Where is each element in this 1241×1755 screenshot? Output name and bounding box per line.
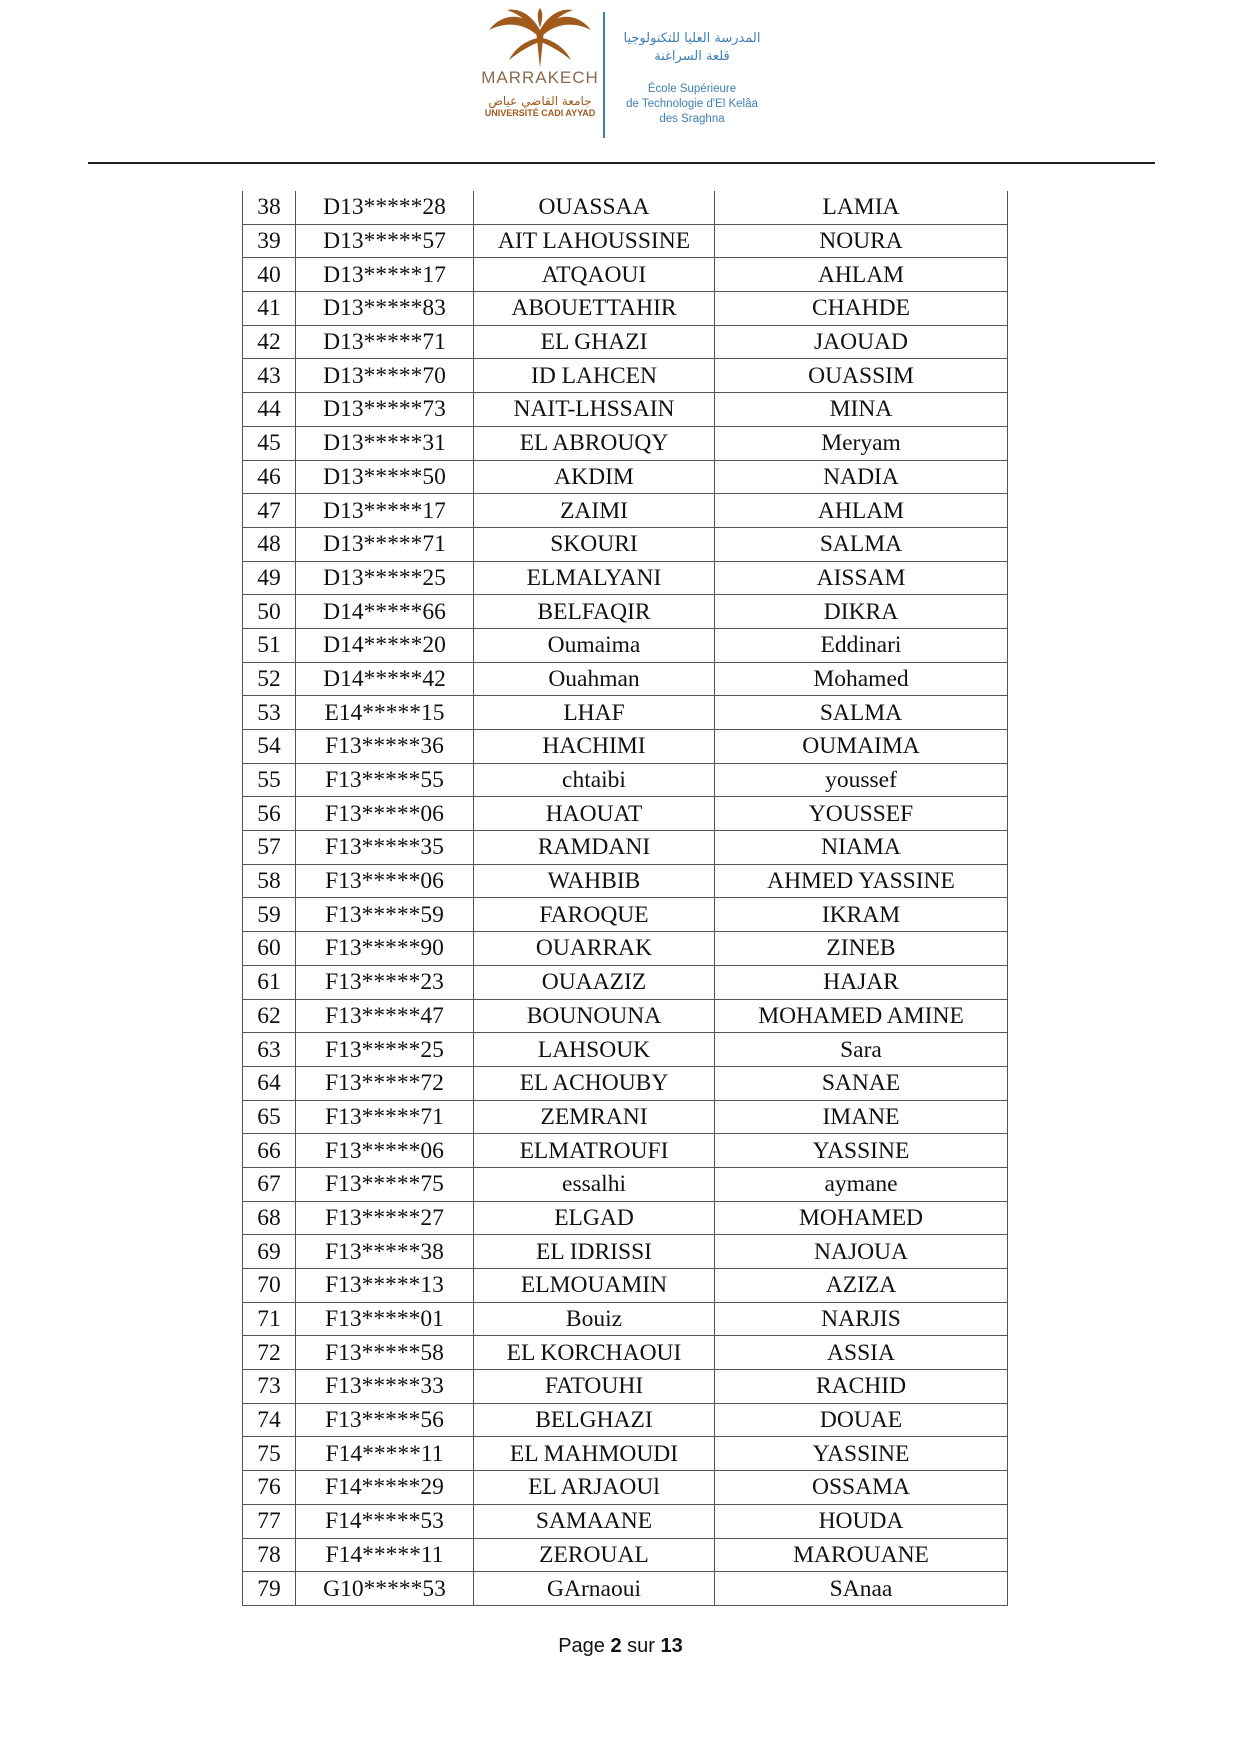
header-rule: [88, 162, 1155, 164]
school-name-fr-line2: de Technologie d'El Kelâa: [626, 98, 758, 110]
last-name-cell: ABOUETTAHIR: [474, 292, 715, 326]
last-name-cell: EL ACHOUBY: [474, 1066, 715, 1100]
student-id-cell: D13*****31: [296, 426, 474, 460]
row-number-cell: 60: [243, 932, 296, 966]
school-name-block: [612, 30, 772, 127]
first-name-cell: OUMAIMA: [715, 730, 1008, 764]
last-name-cell: ELMALYANI: [474, 561, 715, 595]
row-number-cell: 75: [243, 1437, 296, 1471]
last-name-cell: EL ABROUQY: [474, 426, 715, 460]
student-id-cell: F13*****13: [296, 1269, 474, 1303]
student-id-cell: F13*****06: [296, 1134, 474, 1168]
last-name-cell: EL ARJAOUl: [474, 1471, 715, 1505]
student-id-cell: D13*****71: [296, 325, 474, 359]
school-name-ar-line1: المدرسة العليا للتكنولوجيا: [623, 31, 761, 46]
first-name-cell: YASSINE: [715, 1134, 1008, 1168]
student-id-cell: F13*****25: [296, 1033, 474, 1067]
table-row: [243, 292, 1008, 326]
first-name-cell: aymane: [715, 1167, 1008, 1201]
student-id-cell: D13*****50: [296, 460, 474, 494]
last-name-cell: EL GHAZI: [474, 325, 715, 359]
student-list-table: [242, 191, 1008, 1606]
first-name-cell: NAJOUA: [715, 1235, 1008, 1269]
logo-city-text: MARRAKECH: [481, 68, 599, 87]
row-number-cell: 67: [243, 1167, 296, 1201]
row-number-cell: 68: [243, 1201, 296, 1235]
last-name-cell: SAMAANE: [474, 1504, 715, 1538]
student-id-cell: F13*****33: [296, 1370, 474, 1404]
first-name-cell: DOUAE: [715, 1403, 1008, 1437]
table-row: [243, 426, 1008, 460]
last-name-cell: EL MAHMOUDI: [474, 1437, 715, 1471]
table-row: [243, 932, 1008, 966]
table-row: [243, 898, 1008, 932]
row-number-cell: 58: [243, 864, 296, 898]
table-row: [243, 1167, 1008, 1201]
row-number-cell: 66: [243, 1134, 296, 1168]
first-name-cell: SALMA: [715, 527, 1008, 561]
student-id-cell: D13*****17: [296, 494, 474, 528]
last-name-cell: OUASSAA: [474, 191, 715, 224]
student-id-cell: F13*****75: [296, 1167, 474, 1201]
last-name-cell: ELMATROUFI: [474, 1134, 715, 1168]
last-name-cell: GArnaoui: [474, 1572, 715, 1606]
student-id-cell: D13*****70: [296, 359, 474, 393]
table-row: [243, 797, 1008, 831]
last-name-cell: ZEROUAL: [474, 1538, 715, 1572]
row-number-cell: 62: [243, 999, 296, 1033]
table-row: [243, 359, 1008, 393]
last-name-cell: BOUNOUNA: [474, 999, 715, 1033]
table-row: [243, 1269, 1008, 1303]
student-id-cell: F13*****01: [296, 1302, 474, 1336]
first-name-cell: MAROUANE: [715, 1538, 1008, 1572]
first-name-cell: Eddinari: [715, 628, 1008, 662]
of-word: sur: [627, 1635, 655, 1657]
table-row: [243, 864, 1008, 898]
table-row: [243, 1538, 1008, 1572]
student-id-cell: F14*****29: [296, 1471, 474, 1505]
school-name-ar-line2: قلعة السراغنة: [654, 49, 730, 64]
last-name-cell: EL IDRISSI: [474, 1235, 715, 1269]
last-name-cell: Bouiz: [474, 1302, 715, 1336]
first-name-cell: NOURA: [715, 224, 1008, 258]
first-name-cell: MOHAMED: [715, 1201, 1008, 1235]
student-id-cell: G10*****53: [296, 1572, 474, 1606]
row-number-cell: 48: [243, 527, 296, 561]
table-row: [243, 258, 1008, 292]
table-row: [243, 191, 1008, 224]
last-name-cell: HACHIMI: [474, 730, 715, 764]
first-name-cell: Meryam: [715, 426, 1008, 460]
last-name-cell: SKOURI: [474, 527, 715, 561]
row-number-cell: 44: [243, 393, 296, 427]
first-name-cell: SANAE: [715, 1066, 1008, 1100]
row-number-cell: 55: [243, 763, 296, 797]
student-id-cell: F13*****71: [296, 1100, 474, 1134]
table-row: [243, 1471, 1008, 1505]
last-name-cell: LHAF: [474, 696, 715, 730]
student-id-cell: F13*****56: [296, 1403, 474, 1437]
first-name-cell: Sara: [715, 1033, 1008, 1067]
page-footer: [0, 1635, 1241, 1658]
university-logo: [480, 8, 600, 143]
first-name-cell: youssef: [715, 763, 1008, 797]
row-number-cell: 50: [243, 595, 296, 629]
student-id-cell: F13*****27: [296, 1201, 474, 1235]
row-number-cell: 76: [243, 1471, 296, 1505]
last-name-cell: ATQAOUI: [474, 258, 715, 292]
student-id-cell: F13*****06: [296, 864, 474, 898]
table-row: [243, 224, 1008, 258]
first-name-cell: AHMED YASSINE: [715, 864, 1008, 898]
student-id-cell: F13*****23: [296, 965, 474, 999]
first-name-cell: AHLAM: [715, 494, 1008, 528]
school-name-fr-line1: École Supérieure: [647, 83, 737, 95]
row-number-cell: 43: [243, 359, 296, 393]
last-name-cell: BELGHAZI: [474, 1403, 715, 1437]
student-id-cell: F13*****59: [296, 898, 474, 932]
student-id-cell: F13*****90: [296, 932, 474, 966]
row-number-cell: 61: [243, 965, 296, 999]
row-number-cell: 79: [243, 1572, 296, 1606]
table-row: [243, 1403, 1008, 1437]
row-number-cell: 53: [243, 696, 296, 730]
first-name-cell: DIKRA: [715, 595, 1008, 629]
row-number-cell: 38: [243, 191, 296, 224]
last-name-cell: OUARRAK: [474, 932, 715, 966]
row-number-cell: 39: [243, 224, 296, 258]
table-row: [243, 1033, 1008, 1067]
first-name-cell: SAnaa: [715, 1572, 1008, 1606]
last-name-cell: EL KORCHAOUI: [474, 1336, 715, 1370]
row-number-cell: 41: [243, 292, 296, 326]
table-row: [243, 1336, 1008, 1370]
first-name-cell: AZIZA: [715, 1269, 1008, 1303]
first-name-cell: RACHID: [715, 1370, 1008, 1404]
first-name-cell: HAJAR: [715, 965, 1008, 999]
student-id-cell: F13*****72: [296, 1066, 474, 1100]
table-row: [243, 1504, 1008, 1538]
table-row: [243, 561, 1008, 595]
row-number-cell: 64: [243, 1066, 296, 1100]
last-name-cell: FATOUHI: [474, 1370, 715, 1404]
student-id-cell: F14*****53: [296, 1504, 474, 1538]
student-id-cell: D13*****57: [296, 224, 474, 258]
table-row: [243, 393, 1008, 427]
last-name-cell: ID LAHCEN: [474, 359, 715, 393]
table-row: [243, 1302, 1008, 1336]
first-name-cell: NADIA: [715, 460, 1008, 494]
first-name-cell: LAMIA: [715, 191, 1008, 224]
row-number-cell: 59: [243, 898, 296, 932]
first-name-cell: YASSINE: [715, 1437, 1008, 1471]
student-id-cell: F14*****11: [296, 1437, 474, 1471]
table-row: [243, 1572, 1008, 1606]
student-id-cell: D14*****66: [296, 595, 474, 629]
student-id-cell: D13*****25: [296, 561, 474, 595]
student-id-cell: D13*****83: [296, 292, 474, 326]
table-row: [243, 662, 1008, 696]
student-id-cell: F13*****55: [296, 763, 474, 797]
table-row: [243, 460, 1008, 494]
student-id-cell: D13*****71: [296, 527, 474, 561]
first-name-cell: Mohamed: [715, 662, 1008, 696]
row-number-cell: 49: [243, 561, 296, 595]
page-word: Page: [558, 1635, 605, 1657]
table-row: [243, 595, 1008, 629]
school-name-fr-line3: des Sraghna: [659, 113, 725, 125]
table-row: [243, 730, 1008, 764]
last-name-cell: AKDIM: [474, 460, 715, 494]
first-name-cell: NIAMA: [715, 831, 1008, 865]
first-name-cell: AISSAM: [715, 561, 1008, 595]
table-row: [243, 1370, 1008, 1404]
first-name-cell: OUASSIM: [715, 359, 1008, 393]
row-number-cell: 54: [243, 730, 296, 764]
row-number-cell: 52: [243, 662, 296, 696]
table-row: [243, 999, 1008, 1033]
first-name-cell: MOHAMED AMINE: [715, 999, 1008, 1033]
last-name-cell: AIT LAHOUSSINE: [474, 224, 715, 258]
table-row: [243, 696, 1008, 730]
row-number-cell: 72: [243, 1336, 296, 1370]
row-number-cell: 65: [243, 1100, 296, 1134]
first-name-cell: JAOUAD: [715, 325, 1008, 359]
row-number-cell: 71: [243, 1302, 296, 1336]
row-number-cell: 45: [243, 426, 296, 460]
table-row: [243, 1201, 1008, 1235]
page-header: [0, 0, 1241, 170]
student-id-cell: F13*****47: [296, 999, 474, 1033]
student-id-cell: F14*****11: [296, 1538, 474, 1572]
total-pages-number: 13: [660, 1635, 683, 1657]
row-number-cell: 77: [243, 1504, 296, 1538]
table-row: [243, 494, 1008, 528]
first-name-cell: AHLAM: [715, 258, 1008, 292]
first-name-cell: MINA: [715, 393, 1008, 427]
first-name-cell: IKRAM: [715, 898, 1008, 932]
last-name-cell: ZEMRANI: [474, 1100, 715, 1134]
student-id-cell: D14*****20: [296, 628, 474, 662]
first-name-cell: CHAHDE: [715, 292, 1008, 326]
student-id-cell: F13*****58: [296, 1336, 474, 1370]
table-row: [243, 763, 1008, 797]
first-name-cell: SALMA: [715, 696, 1008, 730]
table-row: [243, 1437, 1008, 1471]
table-row: [243, 1066, 1008, 1100]
last-name-cell: OUAAZIZ: [474, 965, 715, 999]
palm-tree-icon: [485, 8, 595, 70]
last-name-cell: chtaibi: [474, 763, 715, 797]
table-row: [243, 965, 1008, 999]
student-id-cell: D14*****42: [296, 662, 474, 696]
first-name-cell: HOUDA: [715, 1504, 1008, 1538]
last-name-cell: FAROQUE: [474, 898, 715, 932]
table-row: [243, 1235, 1008, 1269]
last-name-cell: Ouahman: [474, 662, 715, 696]
student-id-cell: F13*****38: [296, 1235, 474, 1269]
row-number-cell: 56: [243, 797, 296, 831]
student-id-cell: F13*****35: [296, 831, 474, 865]
table-row: [243, 1100, 1008, 1134]
last-name-cell: ELMOUAMIN: [474, 1269, 715, 1303]
table-row: [243, 527, 1008, 561]
last-name-cell: WAHBIB: [474, 864, 715, 898]
row-number-cell: 40: [243, 258, 296, 292]
last-name-cell: ZAIMI: [474, 494, 715, 528]
row-number-cell: 63: [243, 1033, 296, 1067]
row-number-cell: 74: [243, 1403, 296, 1437]
last-name-cell: ELGAD: [474, 1201, 715, 1235]
row-number-cell: 42: [243, 325, 296, 359]
table-row: [243, 628, 1008, 662]
university-name-fr: UNIVERSITÉ CADI AYYAD: [484, 108, 596, 118]
student-list-body: [243, 191, 1008, 1605]
first-name-cell: NARJIS: [715, 1302, 1008, 1336]
last-name-cell: NAIT-LHSSAIN: [474, 393, 715, 427]
last-name-cell: essalhi: [474, 1167, 715, 1201]
student-id-cell: E14*****15: [296, 696, 474, 730]
table-row: [243, 831, 1008, 865]
student-id-cell: F13*****06: [296, 797, 474, 831]
row-number-cell: 78: [243, 1538, 296, 1572]
university-name-ar: جامعة القاضي عياض: [488, 94, 592, 108]
first-name-cell: ZINEB: [715, 932, 1008, 966]
row-number-cell: 57: [243, 831, 296, 865]
table-row: [243, 1134, 1008, 1168]
first-name-cell: ASSIA: [715, 1336, 1008, 1370]
row-number-cell: 73: [243, 1370, 296, 1404]
student-id-cell: D13*****17: [296, 258, 474, 292]
last-name-cell: Oumaima: [474, 628, 715, 662]
row-number-cell: 69: [243, 1235, 296, 1269]
last-name-cell: HAOUAT: [474, 797, 715, 831]
first-name-cell: IMANE: [715, 1100, 1008, 1134]
first-name-cell: OSSAMA: [715, 1471, 1008, 1505]
first-name-cell: YOUSSEF: [715, 797, 1008, 831]
last-name-cell: LAHSOUK: [474, 1033, 715, 1067]
last-name-cell: BELFAQIR: [474, 595, 715, 629]
student-id-cell: D13*****28: [296, 191, 474, 224]
row-number-cell: 70: [243, 1269, 296, 1303]
table-row: [243, 325, 1008, 359]
row-number-cell: 46: [243, 460, 296, 494]
student-id-cell: F13*****36: [296, 730, 474, 764]
student-id-cell: D13*****73: [296, 393, 474, 427]
row-number-cell: 51: [243, 628, 296, 662]
logo-divider: [603, 12, 605, 138]
last-name-cell: RAMDANI: [474, 831, 715, 865]
current-page-number: 2: [610, 1635, 622, 1657]
row-number-cell: 47: [243, 494, 296, 528]
